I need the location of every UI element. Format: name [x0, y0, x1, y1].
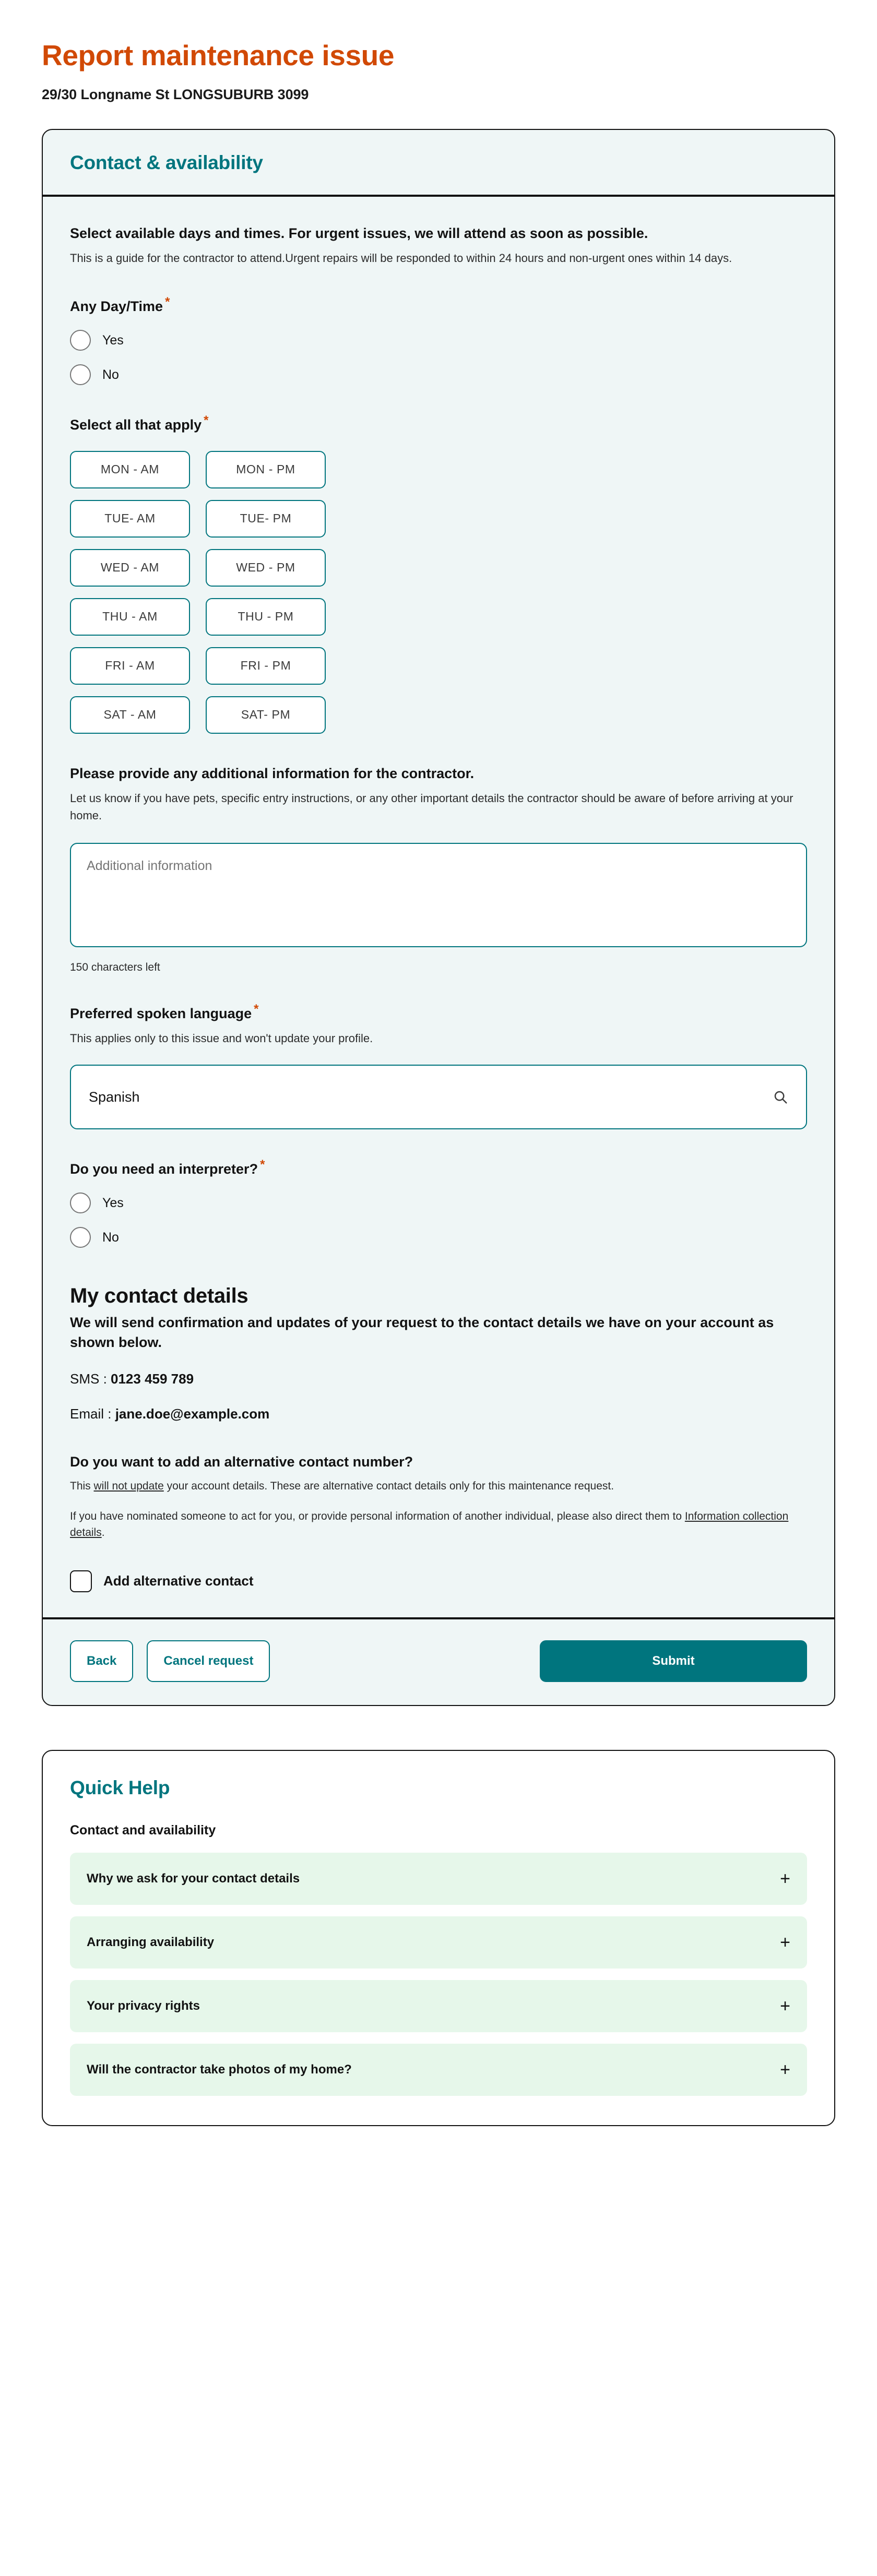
- additional-information-group: [70, 764, 807, 974]
- day-time-chip[interactable]: WED - AM: [70, 549, 190, 587]
- radio-option-any-day-yes[interactable]: [70, 330, 807, 351]
- nominee-note: [70, 1508, 807, 1541]
- day-time-chip[interactable]: FRI - AM: [70, 647, 190, 685]
- accordion-item[interactable]: [70, 2044, 807, 2096]
- any-day-time-group: [70, 297, 807, 385]
- preferred-language-input[interactable]: [70, 1065, 807, 1129]
- accordion-item-label: Arranging availability: [87, 1935, 215, 1949]
- accordion-item[interactable]: [70, 1853, 807, 1905]
- quick-help-accordion: [70, 1853, 807, 2096]
- preferred-language-help: This applies only to this issue and won't update your profile.: [70, 1032, 373, 1045]
- radio-option-interpreter-no[interactable]: [70, 1227, 807, 1248]
- day-time-chip[interactable]: SAT- PM: [206, 696, 326, 734]
- add-alternative-contact-label: Add alternative contact: [103, 1573, 254, 1589]
- radio-option-any-day-no[interactable]: [70, 364, 807, 385]
- alternative-contact-note: [70, 1478, 807, 1495]
- note-suffix: your account details. These are alternative contact details only for this maintenance request.: [163, 1480, 614, 1492]
- radio-option-interpreter-yes[interactable]: [70, 1192, 807, 1213]
- plus-icon[interactable]: +: [780, 1996, 790, 2016]
- day-time-chip[interactable]: MON - AM: [70, 451, 190, 488]
- contact-details-title: My contact details: [70, 1284, 248, 1308]
- card-heading: Contact & availability: [70, 151, 263, 173]
- alternative-contact-section: [70, 1452, 807, 1592]
- accordion-item-label: Why we ask for your contact details: [87, 1871, 300, 1886]
- select-all-that-apply-group: [70, 415, 807, 733]
- accordion-item-label: Will the contractor take photos of my home?: [87, 2062, 352, 2077]
- accordion-item[interactable]: [70, 1916, 807, 1969]
- card-action-bar: [43, 1617, 834, 1705]
- cancel-request-button[interactable]: Cancel request: [147, 1640, 270, 1682]
- sms-line: [70, 1371, 807, 1387]
- any-day-time-label-text: Any Day/Time: [70, 299, 163, 314]
- day-time-chip[interactable]: THU - PM: [206, 598, 326, 636]
- back-button[interactable]: Back: [70, 1640, 133, 1682]
- search-icon[interactable]: [773, 1089, 788, 1105]
- email-label: Email :: [70, 1405, 115, 1422]
- additional-info-input[interactable]: [70, 843, 807, 947]
- day-time-chip[interactable]: TUE- AM: [70, 500, 190, 538]
- character-counter: 150 characters left: [70, 961, 160, 973]
- information-collection-details-link[interactable]: Information collection details: [70, 1510, 789, 1539]
- radio-label: No: [102, 1230, 119, 1245]
- quick-help-title: Quick Help: [70, 1776, 170, 1798]
- preferred-language-value: Spanish: [89, 1089, 140, 1105]
- day-time-chip[interactable]: TUE- PM: [206, 500, 326, 538]
- checkbox-icon[interactable]: [70, 1570, 92, 1592]
- radio-icon[interactable]: [70, 1227, 91, 1248]
- email-line: [70, 1406, 807, 1422]
- sms-value: 0123 459 789: [111, 1370, 194, 1387]
- submit-button[interactable]: Submit: [540, 1640, 807, 1682]
- add-alternative-contact-checkbox-row[interactable]: [70, 1570, 807, 1592]
- any-day-time-label: [70, 297, 807, 316]
- radio-icon[interactable]: [70, 364, 91, 385]
- preferred-language-group: [70, 1001, 807, 1129]
- plus-icon[interactable]: +: [780, 1868, 790, 1889]
- plus-icon[interactable]: +: [780, 2059, 790, 2080]
- preferred-language-label-text: Preferred spoken language: [70, 1005, 252, 1021]
- select-all-label: [70, 415, 807, 435]
- quick-help-subtitle: Contact and availability: [70, 1822, 216, 1838]
- day-time-chip[interactable]: THU - AM: [70, 598, 190, 636]
- radio-icon[interactable]: [70, 330, 91, 351]
- radio-label: Yes: [102, 332, 124, 348]
- nominee-suffix: .: [101, 1526, 105, 1539]
- property-address: 29/30 Longname St LONGSUBURB 3099: [42, 86, 309, 102]
- radio-label: Yes: [102, 1195, 124, 1210]
- quick-help-card: [42, 1750, 835, 2126]
- intro-heading: Select available days and times. For urgent issues, we will attend as soon as possible.: [70, 225, 648, 241]
- contact-availability-card: [42, 129, 835, 1706]
- day-time-chip[interactable]: MON - PM: [206, 451, 326, 488]
- intro-text: This is a guide for the contractor to attend.Urgent repairs will be responded to within 24 hours and non-urgent ones within 14 days.: [70, 252, 732, 265]
- radio-icon[interactable]: [70, 1192, 91, 1213]
- day-time-chip[interactable]: SAT - AM: [70, 696, 190, 734]
- sms-label: SMS :: [70, 1370, 111, 1387]
- radio-label: No: [102, 367, 119, 382]
- additional-info-label: Please provide any additional information for the contractor.: [70, 765, 475, 781]
- email-value: jane.doe@example.com: [115, 1405, 270, 1422]
- card-header: [43, 130, 834, 197]
- accordion-item-label: Your privacy rights: [87, 1998, 200, 2013]
- plus-icon[interactable]: +: [780, 1932, 790, 1952]
- note-underlined: will not update: [93, 1480, 164, 1492]
- day-time-chip-grid: [70, 451, 807, 734]
- required-asterisk: *: [254, 1001, 259, 1016]
- card-body: [43, 197, 834, 1617]
- preferred-language-label: [70, 1001, 807, 1023]
- nominee-prefix: If you have nominated someone to act for you, or provide personal information of another individual, please also direct them to: [70, 1510, 685, 1522]
- day-time-chip[interactable]: WED - PM: [206, 549, 326, 587]
- contact-details-description: We will send confirmation and updates of your request to the contact details we have on your account as shown below.: [70, 1315, 774, 1350]
- note-prefix: This: [70, 1480, 94, 1492]
- accordion-item[interactable]: [70, 1980, 807, 2032]
- interpreter-group: [70, 1160, 807, 1248]
- required-asterisk: *: [204, 413, 209, 428]
- additional-info-help: Let us know if you have pets, specific entry instructions, or any other important details the contractor should be aware of before arriving at your home.: [70, 791, 793, 822]
- page-title: Report maintenance issue: [42, 39, 395, 71]
- alternative-contact-question: Do you want to add an alternative contact number?: [70, 1453, 413, 1470]
- select-all-label-text: Select all that apply: [70, 417, 202, 433]
- interpreter-label-text: Do you need an interpreter?: [70, 1161, 258, 1177]
- interpreter-label: [70, 1160, 807, 1179]
- required-asterisk: *: [165, 295, 170, 309]
- required-asterisk: *: [260, 1158, 265, 1172]
- day-time-chip[interactable]: FRI - PM: [206, 647, 326, 685]
- my-contact-details-section: [70, 1284, 807, 1422]
